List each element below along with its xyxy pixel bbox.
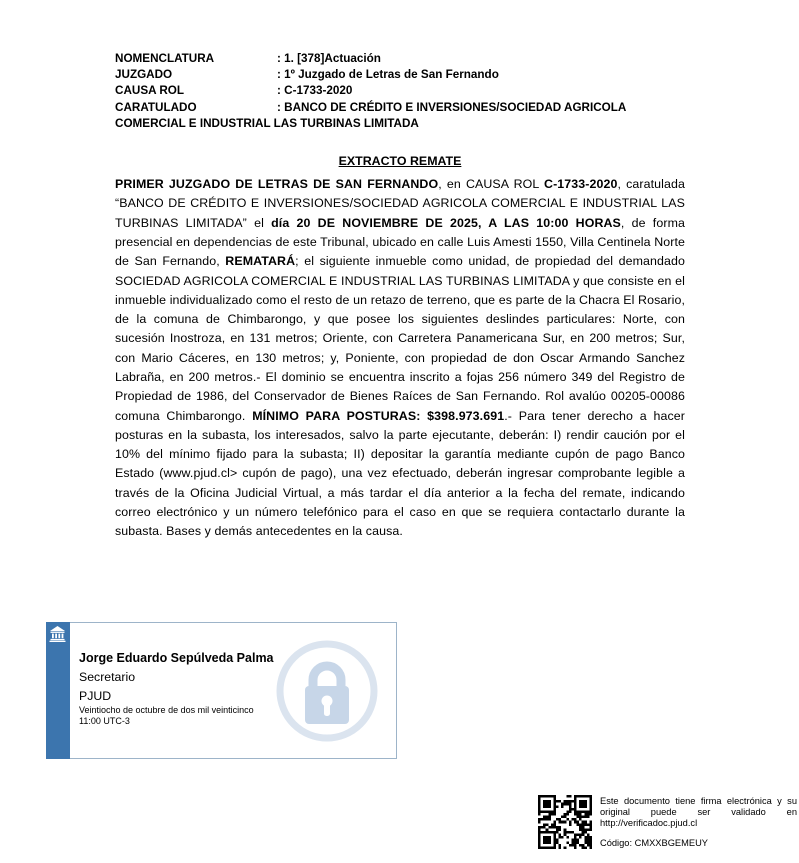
body-paragraph: PRIMER JUZGADO DE LETRAS DE SAN FERNANDO, en CAUSA ROL C-1733-2020, caratulada “BANCO DE CRÉDITO E INVERSIONES/SOCIEDAD AGRICOLA COMERCIAL E INDUSTRIAL LAS TURBINAS LIMITADA” el día 20 DE NOVIEMBRE DE 2025, A LAS 10:00 HORAS, de forma presencial en dependencias de este Tribunal, ubicado en calle Luis Amesti 1550, Villa Centinela Norte de San Fernando, REMATARÁ; el siguiente inmueble como unidad, de propiedad del demandado SOCIEDAD AGRICOLA COMERCIAL E INDUSTRIAL LAS TURBINAS LIMITADA y que consiste en el inmueble individualizado como el resto de un retazo de terreno, que es parte de la Chacra El Rosario, de la comuna de Chimbarongo, y que posee los siguientes deslindes particulares: Norte, con sucesión Inostroza, en 131 metros; Oriente, con Carretera Panamericana Sur, en 200 metros; Sur, con Mario Cáceres, en 130 metros; y, Poniente, con propiedad de don Oscar Armando Sanchez Labraña, en 200 metros.- El dominio se encuentra inscrito a fojas 256 número 349 del Registro de Propiedad de 1986, del Conservador de Bienes Raíces de San Fernando. Rol avalúo 00205-00086 comuna Chimbarongo. MÍNIMO PARA POSTURAS: $398.973.691.- Para tener derecho a hacer posturas en la subasta, los interesados, salvo la parte ejecutante, deberán: I) rendir caución por el 10% del mínimo fijado para la subasta; II) depositar la garantía mediante cupón de pago Banco Estado (www.pjud.cl> cupón de pago), una vez efectuado, deberán ingresar comprobante legible a través de la Oficina Judicial Virtual, a más tardar el día anterior a la fecha del remate, indicando correo electrónico y un número telefónico para el caso en que se requiera contactarlo durante la subasta. Bases y demás antecedentes en la causa. [115,177,686,539]
signature-time: 11:00 UTC-3 [79,716,130,726]
verification-text: Este documento tiene firma electrónica y su original puede ser validado en http://verificadoc.pjud.cl [600,796,797,828]
qr-code-image [538,795,592,849]
courthouse-icon [49,626,66,642]
signature-date: Veintiocho de octubre de dos mil veinticinco [79,705,254,715]
header-row: CAUSA ROL : C-1733-2020 [115,84,353,98]
signature-box [46,622,397,759]
header-rows [115,51,685,132]
header-row: JUZGADO : 1º Juzgado de Letras de San Fernando [115,68,499,82]
page-title: EXTRACTO REMATE [338,154,462,169]
signer-name: Jorge Eduardo Sepúlveda Palma [79,651,274,665]
signature-blue-bar [46,622,70,759]
signature-text [79,649,309,727]
signer-org: PJUD [79,688,112,703]
header-row: CARATULADO : BANCO DE CRÉDITO E INVERSIONES/SOCIEDAD AGRICOLA COMERCIAL E INDUSTRIAL LAS TURBINAS LIMITADA [115,100,626,130]
header-row: NOMENCLATURA : 1. [378]Actuación [115,52,381,65]
signer-role: Secretario [79,670,136,684]
document-content [115,51,685,554]
verification-code: Código: CMXXBGEMEUY [600,838,708,848]
